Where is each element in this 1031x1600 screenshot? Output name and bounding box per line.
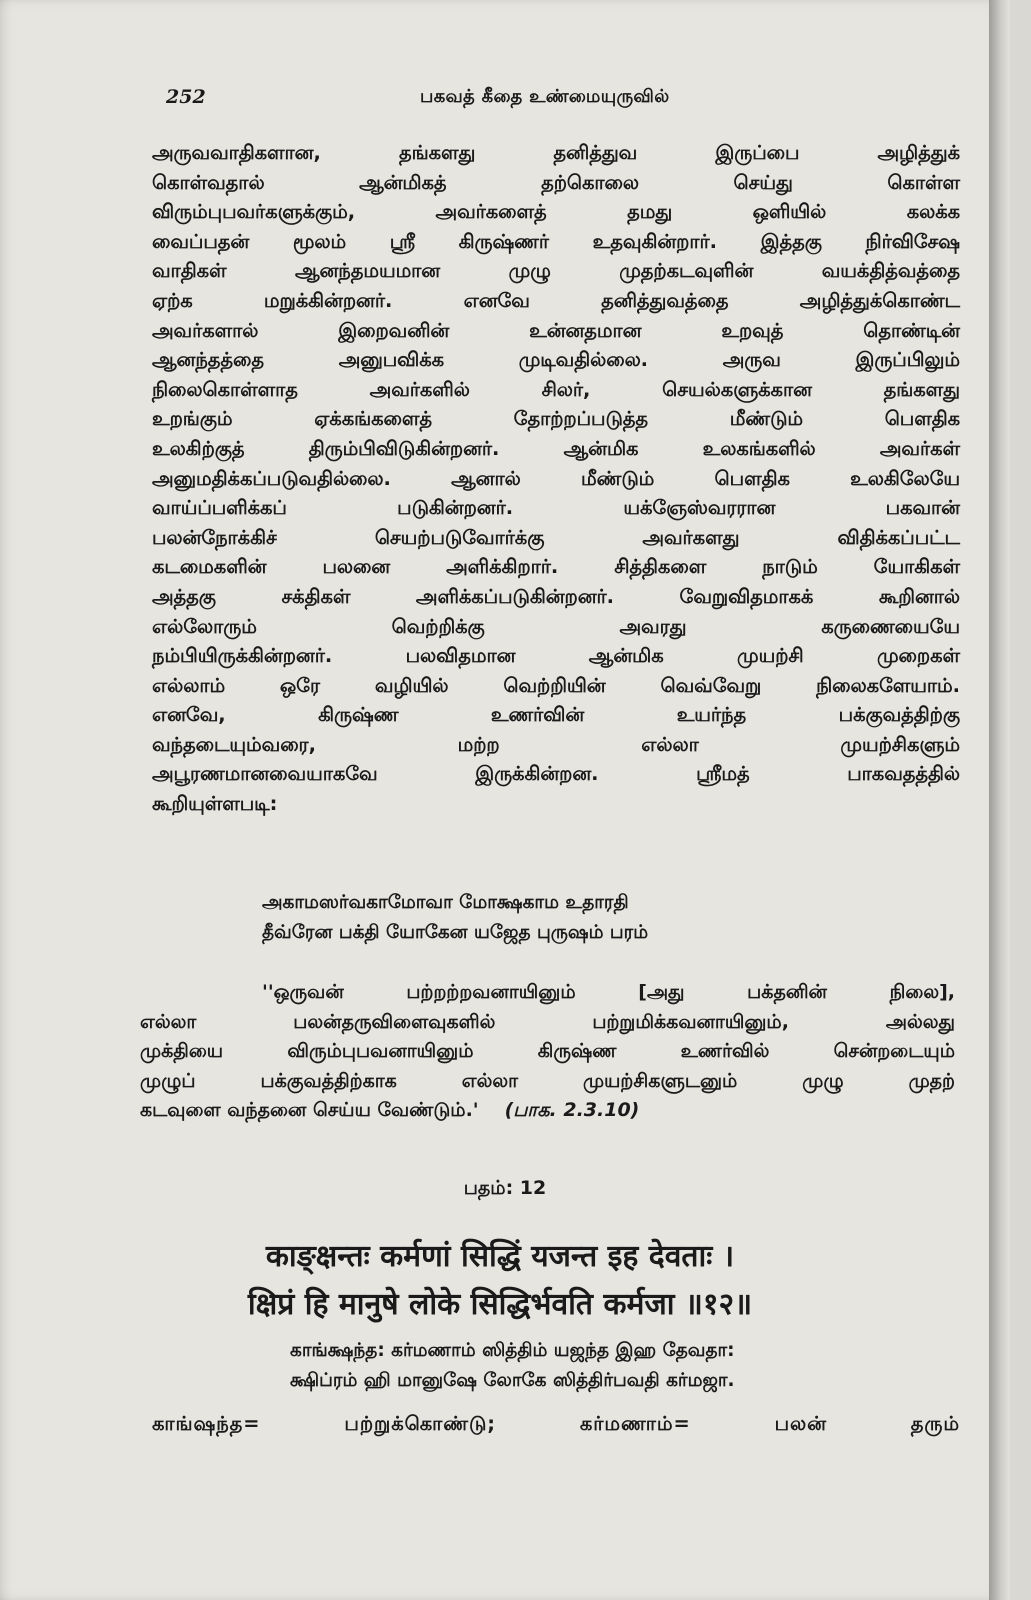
page-spine-shadow [989,0,1010,1600]
purport-paragraph [152,138,960,819]
body-line: பலன்நோக்கிச் செயற்படுவோர்க்கு அவர்களது விதிக்கப்பட்ட [152,525,960,549]
body-line: வைப்பதன் மூலம் ஸ்ரீ கிருஷ்ணர் உதவுகின்றார். இத்தகு நிர்விசேஷ [152,229,960,253]
translation-line: முழுப் பக்குவத்திற்காக எல்லா முயற்சிகளுடனும் முழு முதற் [140,1069,955,1092]
body-line: எல்லாம் ஒரே வழியில் வெற்றியின் வெவ்வேறு நிலைகளேயாம். [152,673,960,697]
synonyms-line: காங்ஷந்த= பற்றுக்கொண்டு; கர்மணாம்= பலன் தரும் [152,1412,960,1435]
translation-last-text: கடவுளை வந்தனை செய்ய வேண்டும்.' [140,1099,479,1121]
page-header [160,86,960,116]
quoted-verse [262,888,902,948]
body-last-line: கூறியுள்ளபடி: [152,792,278,816]
transliteration-line: க்ஷிப்ரம் ஹி மானுஷே லோகே ஸித்திர்பவதி கர்மஜா. [290,1370,735,1391]
transliteration [290,1336,930,1396]
body-line: வாய்ப்பளிக்கப் படுகின்றனர். யக்ஞேஸ்வரரான பகவான் [152,496,960,520]
translation-line: முக்தியை விரும்புபவனாயினும் கிருஷ்ண உணர்வில் சென்றடையும் [140,1040,955,1062]
body-line: அவர்களால் இறைவனின் உன்னதமான உறவுத் தொண்டின் [152,318,960,342]
quoted-translation [140,978,955,1126]
body-line: வந்தடையும்வரை, மற்ற எல்லா முயற்சிகளும் [152,732,960,756]
page-number: 252 [166,86,206,108]
sanskrit-line: काङ्क्षन्तः कर्मणां सिद्धिं यजन्त इह देवताः । [265,1239,735,1274]
body-line: அருவவாதிகளான, தங்களது தனித்துவ இருப்பை அழித்துக் [152,141,960,164]
body-line: ஏற்க மறுக்கின்றனர். எனவே தனித்துவத்தை அழித்துக்கொண்ட [152,288,960,312]
transliteration-line: காங்க்ஷந்த: கர்மணாம் ஸித்திம் யஜந்த இஹ தேவதா: [290,1340,735,1361]
body-line: வாதிகள் ஆனந்தமயமான முழு முதற்கடவுளின் வயக்தித்வத்தை [152,259,960,283]
sanskrit-verse [0,1233,1000,1329]
running-title: பகவத் கீதை உண்மையுருவில் [420,86,670,107]
body-line: கடமைகளின் பலனை அளிக்கிறார். சித்திகளை நாடும் யோகிகள் [152,555,960,579]
body-line: அனுமதிக்கப்படுவதில்லை. ஆனால் மீண்டும் பௌதிக உலகிலேயே [152,466,960,490]
translation-line: ''ஒருவன் பற்றற்றவனாயினும் [அது பக்தனின் நிலை], [262,981,955,1003]
quoted-verse-line: தீவ்ரேன பக்தி யோகேன யஜேத புருஷம் பரம் [262,922,649,943]
body-line: அத்தகு சக்திகள் அளிக்கப்படுகின்றனர். வேறுவிதமாகக் கூறினால் [152,584,960,608]
scripture-reference: (பாக. 2.3.10) [504,1099,640,1121]
body-line: எல்லோரும் வெற்றிக்கு அவரது கருணையையே [152,614,960,638]
body-line: எனவே, கிருஷ்ண உணர்வின் உயர்ந்த பக்குவத்திற்கு [152,703,960,727]
body-line: உலகிற்குத் திரும்பிவிடுகின்றனர். ஆன்மிக உலகங்களில் அவர்கள் [152,436,960,460]
translation-line: எல்லா பலன்தருவிளைவுகளில் பற்றுமிக்கவனாயினும், அல்லது [140,1010,955,1033]
body-line: நிலைகொள்ளாத அவர்களில் சிலர், செயல்களுக்கான தங்களது [152,377,960,401]
body-line: அபூரணமானவையாகவே இருக்கின்றன. ஸ்ரீமத் பாகவதத்தில் [152,762,960,786]
word-meanings [152,1412,960,1438]
sanskrit-line: क्षिप्रं हि मानुषे लोके सिद्धिर्भवति कर्मजा ॥१२॥ [247,1287,753,1322]
translation-last-line [140,1096,955,1126]
verse-heading: பதம்: 12 [463,1177,547,1199]
quoted-verse-line: அகாமஸர்வகாமோவா மோக்ஷகாம உதாரதி [262,892,629,913]
body-line: விரும்புபவர்களுக்கும், அவர்களைத் தமது ஒளியில் கலக்க [152,200,960,224]
body-line: கொள்வதால் ஆன்மிகத் தற்கொலை செய்து கொள்ள [152,170,960,194]
body-line: ஆனந்தத்தை அனுபவிக்க முடிவதில்லை. அருவ இருப்பிலும் [152,348,960,372]
body-line: நம்பியிருக்கின்றனர். பலவிதமான ஆன்மிக முயற்சி முறைகள் [152,644,960,668]
body-line: உறங்கும் ஏக்கங்களைத் தோற்றப்படுத்த மீண்டும் பௌதிக [152,407,960,431]
